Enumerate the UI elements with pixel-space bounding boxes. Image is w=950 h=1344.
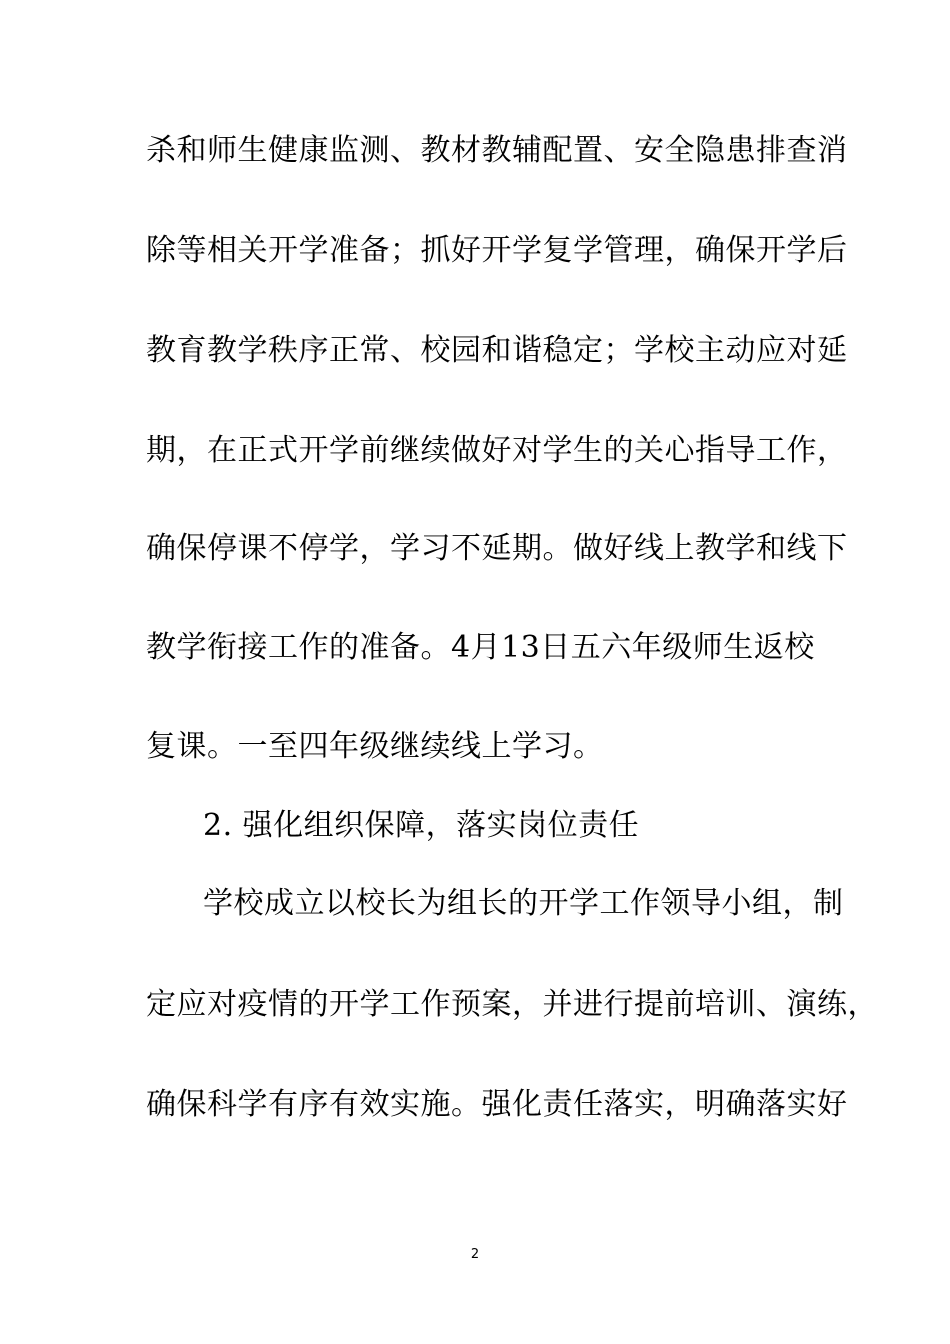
- body-text-line: 定应对疫情的开学工作预案，并进行提前培训、演练，: [146, 987, 878, 1022]
- body-text-line: 期，在正式开学前继续做好对学生的关心指导工作，: [146, 433, 848, 468]
- body-text-line: 教学衔接工作的准备。4月13日五六年级师生返校: [146, 630, 815, 665]
- body-text-line: 确保科学有序有效实施。强化责任落实，明确落实好: [146, 1087, 848, 1122]
- paragraph-first-line: 学校成立以校长为组长的开学工作领导小组，制: [203, 886, 844, 921]
- body-text-line: 杀和师生健康监测、教材教辅配置、安全隐患排查消: [146, 133, 848, 168]
- body-text-line: 教育教学秩序正常、校园和谐稳定；学校主动应对延: [146, 333, 848, 368]
- section-heading: 2. 强化组织保障，落实岗位责任: [203, 808, 640, 843]
- body-text-line: 确保停课不停学，学习不延期。做好线上教学和线下: [146, 531, 848, 566]
- body-text-line: 复课。一至四年级继续线上学习。: [146, 729, 604, 764]
- page-number: 2: [470, 1247, 480, 1262]
- body-text-line: 除等相关开学准备；抓好开学复学管理，确保开学后: [146, 233, 848, 268]
